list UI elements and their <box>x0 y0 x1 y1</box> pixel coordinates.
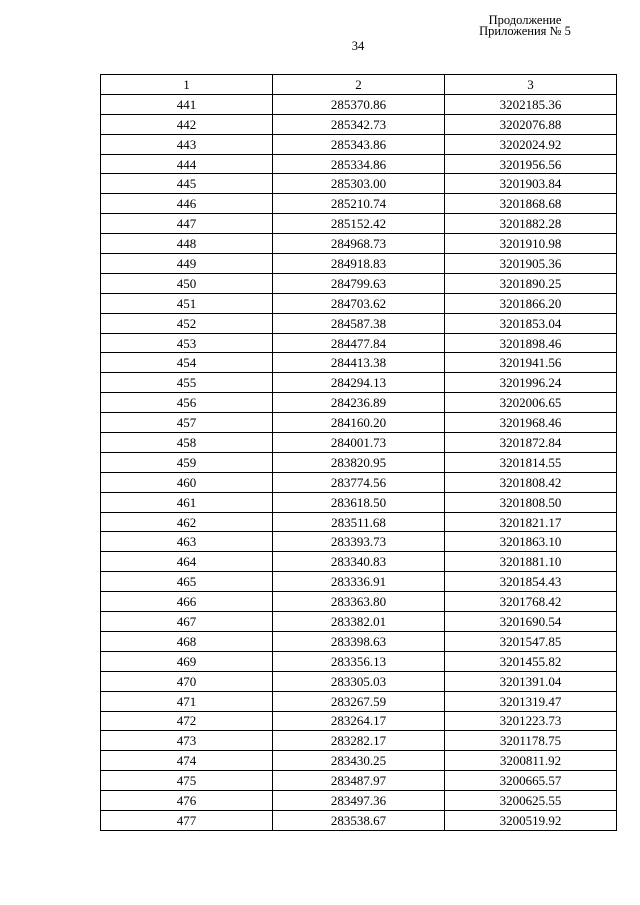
page-number: 34 <box>351 39 365 53</box>
table-row <box>101 433 617 453</box>
x-coordinate-cell: 283820.95 <box>273 452 445 472</box>
point-number-cell: 468 <box>101 631 273 651</box>
continuation-label: Продолжение <box>488 13 562 27</box>
table-header-row <box>101 75 617 95</box>
point-number-cell: 460 <box>101 472 273 492</box>
x-coordinate-cell: 285303.00 <box>273 174 445 194</box>
table-row <box>101 313 617 333</box>
y-coordinate-cell: 3201996.24 <box>445 373 617 393</box>
x-coordinate-cell: 283487.97 <box>273 771 445 791</box>
x-coordinate-cell: 284236.89 <box>273 393 445 413</box>
table-row <box>101 751 617 771</box>
y-coordinate-cell: 3201808.42 <box>445 472 617 492</box>
y-coordinate-cell: 3202006.65 <box>445 393 617 413</box>
point-number-cell: 477 <box>101 810 273 830</box>
column-header-3: 3 <box>445 75 617 95</box>
table-row <box>101 452 617 472</box>
y-coordinate-cell: 3201391.04 <box>445 671 617 691</box>
point-number-cell: 453 <box>101 333 273 353</box>
point-number-cell: 465 <box>101 572 273 592</box>
y-coordinate-cell: 3201863.10 <box>445 532 617 552</box>
y-coordinate-cell: 3201910.98 <box>445 234 617 254</box>
table-row <box>101 174 617 194</box>
point-number-cell: 441 <box>101 94 273 114</box>
x-coordinate-cell: 283511.68 <box>273 512 445 532</box>
point-number-cell: 445 <box>101 174 273 194</box>
appendix-continuation-header <box>470 15 580 37</box>
x-coordinate-cell: 283282.17 <box>273 731 445 751</box>
y-coordinate-cell: 3201881.10 <box>445 552 617 572</box>
table-row <box>101 154 617 174</box>
x-coordinate-cell: 283618.50 <box>273 492 445 512</box>
point-number-cell: 474 <box>101 751 273 771</box>
point-number-cell: 444 <box>101 154 273 174</box>
y-coordinate-cell: 3201866.20 <box>445 293 617 313</box>
point-number-cell: 472 <box>101 711 273 731</box>
table-row <box>101 552 617 572</box>
x-coordinate-cell: 284001.73 <box>273 433 445 453</box>
table-row <box>101 592 617 612</box>
point-number-cell: 471 <box>101 691 273 711</box>
x-coordinate-cell: 283430.25 <box>273 751 445 771</box>
table-row <box>101 671 617 691</box>
x-coordinate-cell: 283363.80 <box>273 592 445 612</box>
x-coordinate-cell: 284968.73 <box>273 234 445 254</box>
table-row <box>101 353 617 373</box>
x-coordinate-cell: 285370.86 <box>273 94 445 114</box>
point-number-cell: 466 <box>101 592 273 612</box>
y-coordinate-cell: 3201882.28 <box>445 214 617 234</box>
x-coordinate-cell: 285152.42 <box>273 214 445 234</box>
y-coordinate-cell: 3201890.25 <box>445 273 617 293</box>
point-number-cell: 462 <box>101 512 273 532</box>
y-coordinate-cell: 3201968.46 <box>445 413 617 433</box>
point-number-cell: 450 <box>101 273 273 293</box>
point-number-cell: 473 <box>101 731 273 751</box>
table-row <box>101 373 617 393</box>
y-coordinate-cell: 3202076.88 <box>445 114 617 134</box>
y-coordinate-cell: 3201903.84 <box>445 174 617 194</box>
point-number-cell: 461 <box>101 492 273 512</box>
table-row <box>101 691 617 711</box>
y-coordinate-cell: 3201547.85 <box>445 631 617 651</box>
point-number-cell: 447 <box>101 214 273 234</box>
table-row <box>101 711 617 731</box>
x-coordinate-cell: 283305.03 <box>273 671 445 691</box>
table-row <box>101 293 617 313</box>
y-coordinate-cell: 3201905.36 <box>445 254 617 274</box>
x-coordinate-cell: 283267.59 <box>273 691 445 711</box>
point-number-cell: 476 <box>101 791 273 811</box>
y-coordinate-cell: 3201808.50 <box>445 492 617 512</box>
table-row <box>101 631 617 651</box>
x-coordinate-cell: 284587.38 <box>273 313 445 333</box>
table-row <box>101 532 617 552</box>
point-number-cell: 459 <box>101 452 273 472</box>
point-number-cell: 455 <box>101 373 273 393</box>
table-row <box>101 492 617 512</box>
x-coordinate-cell: 283336.91 <box>273 572 445 592</box>
table-row <box>101 134 617 154</box>
point-number-cell: 451 <box>101 293 273 313</box>
table-row <box>101 114 617 134</box>
y-coordinate-cell: 3201821.17 <box>445 512 617 532</box>
y-coordinate-cell: 3201868.68 <box>445 194 617 214</box>
point-number-cell: 449 <box>101 254 273 274</box>
y-coordinate-cell: 3202024.92 <box>445 134 617 154</box>
x-coordinate-cell: 283497.36 <box>273 791 445 811</box>
y-coordinate-cell: 3200625.55 <box>445 791 617 811</box>
point-number-cell: 452 <box>101 313 273 333</box>
point-number-cell: 463 <box>101 532 273 552</box>
y-coordinate-cell: 3201319.47 <box>445 691 617 711</box>
table-row <box>101 512 617 532</box>
column-header-2: 2 <box>273 75 445 95</box>
point-number-cell: 456 <box>101 393 273 413</box>
x-coordinate-cell: 284918.83 <box>273 254 445 274</box>
point-number-cell: 464 <box>101 552 273 572</box>
x-coordinate-cell: 283264.17 <box>273 711 445 731</box>
x-coordinate-cell: 285342.73 <box>273 114 445 134</box>
point-number-cell: 467 <box>101 612 273 632</box>
x-coordinate-cell: 285334.86 <box>273 154 445 174</box>
x-coordinate-cell: 285210.74 <box>273 194 445 214</box>
y-coordinate-cell: 3201853.04 <box>445 313 617 333</box>
table-row <box>101 651 617 671</box>
point-number-cell: 448 <box>101 234 273 254</box>
table-row <box>101 731 617 751</box>
y-coordinate-cell: 3201223.73 <box>445 711 617 731</box>
table-row <box>101 393 617 413</box>
x-coordinate-cell: 285343.86 <box>273 134 445 154</box>
x-coordinate-cell: 284477.84 <box>273 333 445 353</box>
y-coordinate-cell: 3201455.82 <box>445 651 617 671</box>
table-row <box>101 612 617 632</box>
point-number-cell: 458 <box>101 433 273 453</box>
y-coordinate-cell: 3200665.57 <box>445 771 617 791</box>
point-number-cell: 443 <box>101 134 273 154</box>
table-row <box>101 771 617 791</box>
y-coordinate-cell: 3201956.56 <box>445 154 617 174</box>
x-coordinate-cell: 284799.63 <box>273 273 445 293</box>
table-row <box>101 572 617 592</box>
point-number-cell: 454 <box>101 353 273 373</box>
appendix-label: Приложения № 5 <box>479 24 571 38</box>
table-row <box>101 791 617 811</box>
point-number-cell: 446 <box>101 194 273 214</box>
point-number-cell: 470 <box>101 671 273 691</box>
point-number-cell: 469 <box>101 651 273 671</box>
point-number-cell: 442 <box>101 114 273 134</box>
y-coordinate-cell: 3201178.75 <box>445 731 617 751</box>
y-coordinate-cell: 3202185.36 <box>445 94 617 114</box>
table-row <box>101 810 617 830</box>
y-coordinate-cell: 3200811.92 <box>445 751 617 771</box>
table-row <box>101 94 617 114</box>
y-coordinate-cell: 3201690.54 <box>445 612 617 632</box>
table-row <box>101 413 617 433</box>
coordinates-table <box>100 74 617 831</box>
y-coordinate-cell: 3201814.55 <box>445 452 617 472</box>
y-coordinate-cell: 3201872.84 <box>445 433 617 453</box>
table-row <box>101 194 617 214</box>
table-row <box>101 273 617 293</box>
point-number-cell: 457 <box>101 413 273 433</box>
table-row <box>101 472 617 492</box>
table-row <box>101 234 617 254</box>
x-coordinate-cell: 283538.67 <box>273 810 445 830</box>
x-coordinate-cell: 284294.13 <box>273 373 445 393</box>
point-number-cell: 475 <box>101 771 273 791</box>
x-coordinate-cell: 283393.73 <box>273 532 445 552</box>
x-coordinate-cell: 283382.01 <box>273 612 445 632</box>
y-coordinate-cell: 3201941.56 <box>445 353 617 373</box>
table-body <box>101 94 617 830</box>
x-coordinate-cell: 283398.63 <box>273 631 445 651</box>
x-coordinate-cell: 284703.62 <box>273 293 445 313</box>
table-row <box>101 214 617 234</box>
x-coordinate-cell: 283774.56 <box>273 472 445 492</box>
x-coordinate-cell: 283340.83 <box>273 552 445 572</box>
y-coordinate-cell: 3200519.92 <box>445 810 617 830</box>
y-coordinate-cell: 3201854.43 <box>445 572 617 592</box>
column-header-1: 1 <box>101 75 273 95</box>
x-coordinate-cell: 283356.13 <box>273 651 445 671</box>
y-coordinate-cell: 3201898.46 <box>445 333 617 353</box>
table-row <box>101 254 617 274</box>
x-coordinate-cell: 284413.38 <box>273 353 445 373</box>
y-coordinate-cell: 3201768.42 <box>445 592 617 612</box>
table-row <box>101 333 617 353</box>
x-coordinate-cell: 284160.20 <box>273 413 445 433</box>
